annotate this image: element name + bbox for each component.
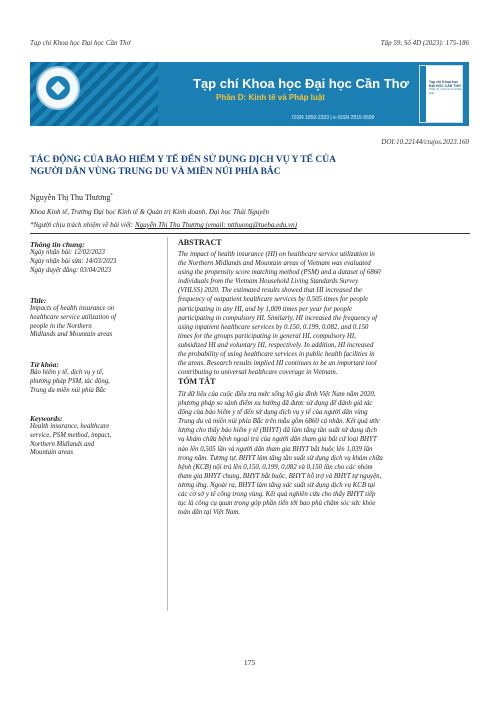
tomtat-line: Từ dữ liệu của cuộc điều tra mức sống hộ gia đình Việt Nam năm 2020, xyxy=(178,391,376,398)
abstract-line: using the propensity score matching method (PSM) and a dataset of 6860 xyxy=(178,269,381,277)
sidebar-title-line: people in the Northern xyxy=(30,322,92,330)
abstract-line: individuals from the Vietnam Household Living Standards Survey xyxy=(178,278,359,286)
running-header-volume: Tập 59, Số 4D (2023): 175-186 xyxy=(380,39,469,47)
abstract-line: the probability of using healthcare services in public health facilities in xyxy=(178,351,375,359)
author-line xyxy=(30,193,113,202)
sidebar-title-section xyxy=(30,296,165,340)
sidebar-tukhoa-heading: Từ khóa: xyxy=(30,360,59,369)
sidebar-general-info xyxy=(30,240,165,275)
sidebar-keywords-line: Mountain areas xyxy=(30,449,73,457)
tomtat-line: phương pháp so sánh điểm xu hướng đã được sử dụng để đánh giá tác xyxy=(178,400,373,408)
cover-subtitle: Phần D: Kinh tế và Pháp luật xyxy=(429,87,462,95)
journal-banner xyxy=(30,62,469,126)
tomtat-line: trong năm. Tương tự, BHYT làm tăng tần suất sử dụng dịch vụ khám chữa xyxy=(178,454,383,462)
banner-section: Phần D: Kinh tế và Pháp luật xyxy=(216,93,325,102)
abstract-line: (VHLSS) 2020. The estimated results showed that HI increased the xyxy=(178,287,362,295)
abstract-line: the areas. Research results implied HI continues to be an important tool xyxy=(178,360,377,368)
sidebar-tukhoa-line: Trung du miền núi phía Bắc xyxy=(30,386,107,394)
tomtat-line: Trung du và miền núi phía Bắc trên mẫu gồm 6860 cá nhân. Kết quả ước xyxy=(178,418,380,426)
tomtat-line: nào lên 0,505 lần và người dân tham gia BHYT bắt buộc lên 1,039 lần xyxy=(178,445,373,453)
article-title xyxy=(30,155,470,178)
abstract-line: participating in compulsory HI. Similarly, HI increased the frequency of xyxy=(178,314,378,322)
tomtat-line: động của bảo hiểm y tế đến sử dụng dịch vụ y tế của người dân vùng xyxy=(178,409,368,417)
sidebar-keywords-line: Northern Midlands and xyxy=(30,440,95,448)
doi-link[interactable]: DOI:10.22144/ctujos.2023.160 xyxy=(381,138,469,146)
abstract-body xyxy=(178,250,470,377)
sidebar-title-heading: Title: xyxy=(30,296,47,305)
tomtat-line: bệnh (KCB) nội trú lên 0,150, 0,199, 0,082 và 0,150 lần cho các nhóm xyxy=(178,463,373,471)
tomtat-section xyxy=(178,377,470,517)
abstract-heading: ABSTRACT xyxy=(178,238,222,247)
banner-journal-title: Tạp chí Khoa học Đại học Cần Thơ xyxy=(193,76,409,91)
tomtat-body xyxy=(178,390,470,517)
university-logo-icon xyxy=(36,66,80,110)
tomtat-line: tương ứng. Ngoài ra, BHYT làm tăng xác suất sử dụng dịch vụ KCB tại xyxy=(178,481,376,489)
sidebar-tukhoa-section xyxy=(30,360,165,395)
title-line: NGƯỜI DÂN VÙNG TRUNG DU VÀ MIỀN NÚI PHÍA BẮC xyxy=(30,166,281,177)
tomtat-line: tục là công cụ quan trọng góp phần tiến tới bao phủ chăm sóc sức khỏe xyxy=(178,500,376,508)
header-divider xyxy=(30,233,470,234)
abstract-line: participating in any HI, and by 1,009 times per year for people xyxy=(178,305,352,313)
tomtat-heading: TÓM TẮT xyxy=(178,377,216,386)
corresponding-author xyxy=(30,221,297,229)
sidebar-title-line: Impacts of health insurance on xyxy=(30,305,115,312)
tomtat-line: lượng cho thấy bảo hiểm y tế (BHYT) đã làm tăng tần suất sử dụng dịch xyxy=(178,427,377,435)
tomtat-line: toàn dân tại Việt Nam. xyxy=(178,509,241,517)
affiliation: Khoa Kinh tế, Trường Đại học Kinh tế & Quản trị Kinh doanh, Đại học Thái Nguyên xyxy=(30,208,269,216)
sidebar-date: Ngày duyệt đăng: 03/04/2023 xyxy=(30,266,111,274)
abstract-section xyxy=(178,238,470,377)
tomtat-line: vụ khám chữa bệnh ngoại trú của người dân tham gia bất cứ loại BHYT xyxy=(178,436,377,444)
author-name: Nguyễn Thị Thu Thương xyxy=(30,193,111,202)
author-mark: * xyxy=(110,193,113,199)
title-line: TÁC ĐỘNG CỦA BẢO HIỂM Y TẾ ĐẾN SỬ DỤNG DỊCH VỤ Y TẾ CỦA xyxy=(30,155,336,165)
sidebar-date: Ngày nhận bài sửa: 14/03/2023 xyxy=(30,257,117,265)
journal-cover-thumbnail xyxy=(419,65,463,123)
abstract-line: times for the groups participating in general HI, compulsory HI, xyxy=(178,332,356,340)
sidebar-title-line: healthcare service utilization of xyxy=(30,313,117,321)
sidebar-tukhoa-line: Bảo hiểm y tế, dịch vụ y tế, xyxy=(30,369,104,376)
abstract-line: The impact of health insurance (HI) on healthcare service utilization in xyxy=(178,251,375,258)
banner-issn: ISSN 1859-2333 | e-ISSN 2815-5599 xyxy=(292,115,375,121)
sidebar-keywords-section xyxy=(30,414,165,458)
abstract-line: frequency of outpatient healthcare services by 0.505 times for people xyxy=(178,296,369,304)
sidebar-info-heading: Thông tin chung: xyxy=(30,240,85,249)
abstract-line: subsidized HI and voluntary HI, respectively. In addition, HI increased xyxy=(178,341,374,349)
running-header-journal: Tạp chí Khoa học Đại học Cần Thơ xyxy=(30,39,131,47)
abstract-line: contributing to universal healthcare coverage in Vietnam. xyxy=(178,369,338,377)
abstract-line: the Northern Midlands and Mountain areas of Vietnam was evaluated xyxy=(178,260,371,268)
sidebar-date: Ngày nhận bài: 12/02/2023 xyxy=(30,249,105,256)
tomtat-line: tham gia BHYT chung, BHYT bắt buộc, BHYT hỗ trợ và BHYT tự nguyện, xyxy=(178,472,382,480)
sidebar-keywords-line: Health insurance, healthcare xyxy=(30,423,110,430)
corresponding-prefix: *Người chịu trách nhiệm về bài viết: xyxy=(30,221,135,229)
sidebar-keywords-heading: Keywords: xyxy=(30,414,63,423)
cover-title: Tạp chí Khoa học ĐẠI HỌC CẦN THƠ xyxy=(429,80,461,88)
corresponding-email[interactable]: Nguyễn Thị Thu Thương (email: ntthuong@tueba.edu.vn) xyxy=(134,221,297,229)
tomtat-line: các cơ sở y tế công trong vùng. Kết quả nghiên cứu cho thấy BHYT tiếp xyxy=(178,491,376,499)
page-number: 175 xyxy=(243,658,256,667)
sidebar-title-line: Midlands and Mountain areas xyxy=(30,331,113,339)
sidebar-keywords-line: service, PSM method, impact, xyxy=(30,431,112,439)
sidebar-tukhoa-line: phương pháp PSM, tác động, xyxy=(30,377,110,385)
abstract-line: using inpatient healthcare services by 0.150, 0.199, 0.082, and 0.150 xyxy=(178,323,369,331)
